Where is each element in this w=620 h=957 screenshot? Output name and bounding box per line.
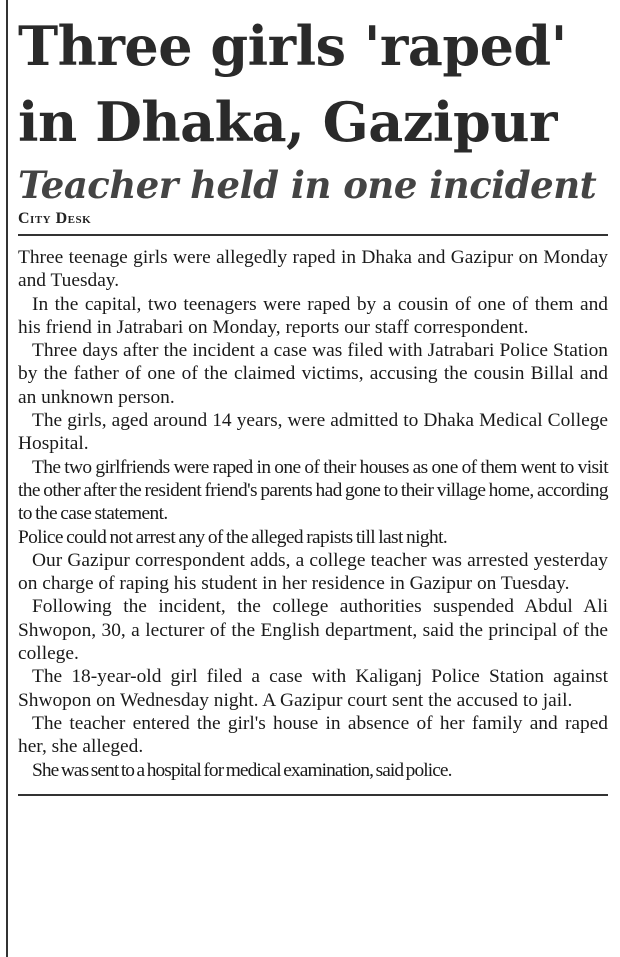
byline: City Desk: [18, 210, 92, 227]
paragraph-10: The teacher entered the girl's house in absence of her family and raped her, she alleged.: [18, 712, 608, 758]
paragraph-2: In the capital, two teenagers were raped by a cousin of one of them and his friend in Jatrabari on Monday, reports our staff correspondent.: [18, 293, 608, 338]
paragraph-5: The two girlfriends were raped in one of their houses as one of them went to visit the other after the resident friend's parents had gone to their village home, according to the case statement.: [18, 456, 608, 525]
paragraph-1: Three teenage girls were allegedly raped in Dhaka and Gazipur on Monday and Tuesday.: [18, 247, 608, 292]
byline-divider: [18, 234, 608, 236]
column-left-rule: [6, 0, 8, 957]
article-body: [18, 246, 608, 782]
headline: [18, 8, 608, 160]
news-article: [18, 8, 608, 796]
headline-line-2: in Dhaka, Gazipur: [18, 90, 557, 154]
paragraph-8: Following the incident, the college authorities suspended Abdul Ali Shwopon, 30, a lecturer of the English department, said the principal of the college.: [18, 596, 608, 665]
paragraph-7: Our Gazipur correspondent adds, a college teacher was arrested yesterday on charge of raping his student in her residence in Gazipur on Tuesday.: [18, 549, 608, 595]
paragraph-11: She was sent to a hospital for medical examination, said police.: [32, 759, 452, 781]
subheadline: Teacher held in one incident: [18, 163, 597, 207]
paragraph-4: The girls, aged around 14 years, were admitted to Dhaka Medical College Hospital.: [18, 410, 608, 455]
headline-line-1: Three girls 'raped': [18, 14, 567, 78]
bottom-divider: [18, 794, 608, 796]
paragraph-3: Three days after the incident a case was filed with Jatrabari Police Station by the father of one of the claimed victims, accusing the cousin Billal and an unknown person.: [18, 340, 608, 408]
paragraph-6: Police could not arrest any of the alleged rapists till last night.: [18, 526, 448, 548]
paragraph-9: The 18-year-old girl filed a case with Kaliganj Police Station against Shwopon on Wednesday night. A Gazipur court sent the accused to jail.: [18, 666, 608, 711]
